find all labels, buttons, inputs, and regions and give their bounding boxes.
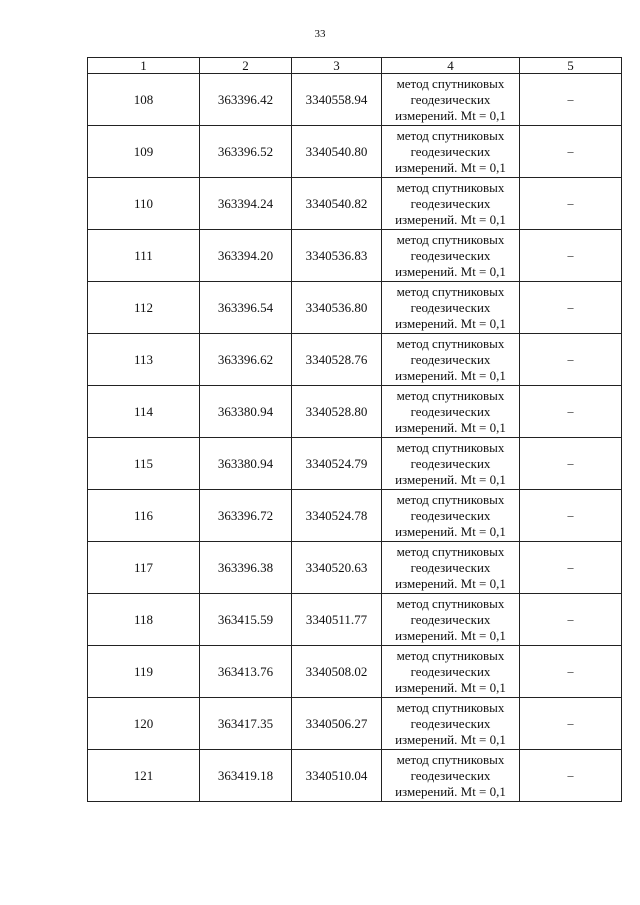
x-coordinate-cell: 363419.18 [200, 750, 292, 802]
method-line: метод спутниковых [396, 231, 505, 247]
table-row [88, 646, 622, 698]
table-header-row [88, 58, 622, 74]
method-line: геодезических [410, 351, 491, 367]
column-header: 3 [292, 58, 382, 74]
method-line: геодезических [410, 507, 491, 523]
column-header: 2 [200, 58, 292, 74]
x-coordinate-cell: 363394.24 [200, 178, 292, 230]
description-cell: – [520, 74, 622, 126]
method-cell [382, 74, 520, 126]
x-coordinate-cell: 363380.94 [200, 386, 292, 438]
method-cell [382, 386, 520, 438]
y-coordinate-cell: 3340524.78 [292, 490, 382, 542]
x-coordinate-cell: 363396.38 [200, 542, 292, 594]
point-number-cell: 115 [88, 438, 200, 490]
table-row [88, 126, 622, 178]
table-row [88, 542, 622, 594]
method-line: измерений. Mt = 0,1 [395, 211, 506, 227]
method-cell [382, 334, 520, 386]
column-header: 1 [88, 58, 200, 74]
x-coordinate-cell: 363380.94 [200, 438, 292, 490]
description-cell: – [520, 282, 622, 334]
method-cell [382, 646, 520, 698]
method-line: метод спутниковых [396, 751, 505, 767]
description-cell: – [520, 230, 622, 282]
x-coordinate-cell: 363396.62 [200, 334, 292, 386]
table-row [88, 230, 622, 282]
table-row [88, 386, 622, 438]
method-line: геодезических [410, 715, 491, 731]
table-row [88, 698, 622, 750]
description-cell: – [520, 750, 622, 802]
method-line: геодезических [410, 299, 491, 315]
method-cell [382, 126, 520, 178]
point-number-cell: 109 [88, 126, 200, 178]
description-cell: – [520, 646, 622, 698]
y-coordinate-cell: 3340520.63 [292, 542, 382, 594]
point-number-cell: 114 [88, 386, 200, 438]
point-number-cell: 108 [88, 74, 200, 126]
method-line: измерений. Mt = 0,1 [395, 731, 506, 747]
method-line: геодезических [410, 767, 491, 783]
description-cell: – [520, 126, 622, 178]
description-cell: – [520, 386, 622, 438]
method-line: измерений. Mt = 0,1 [395, 367, 506, 383]
point-number-cell: 116 [88, 490, 200, 542]
method-line: геодезических [410, 455, 491, 471]
method-cell [382, 438, 520, 490]
point-number-cell: 117 [88, 542, 200, 594]
point-number-cell: 119 [88, 646, 200, 698]
y-coordinate-cell: 3340508.02 [292, 646, 382, 698]
method-line: измерений. Mt = 0,1 [395, 471, 506, 487]
point-number-cell: 113 [88, 334, 200, 386]
table-row [88, 490, 622, 542]
description-cell: – [520, 542, 622, 594]
description-cell: – [520, 490, 622, 542]
column-header: 4 [382, 58, 520, 74]
method-line: геодезических [410, 195, 491, 211]
method-line: измерений. Mt = 0,1 [395, 419, 506, 435]
point-number-cell: 118 [88, 594, 200, 646]
y-coordinate-cell: 3340510.04 [292, 750, 382, 802]
point-number-cell: 111 [88, 230, 200, 282]
method-line: геодезических [410, 663, 491, 679]
method-line: геодезических [410, 403, 491, 419]
method-cell [382, 282, 520, 334]
method-line: метод спутниковых [396, 127, 505, 143]
method-cell [382, 594, 520, 646]
y-coordinate-cell: 3340528.76 [292, 334, 382, 386]
method-line: измерений. Mt = 0,1 [395, 783, 506, 799]
method-line: измерений. Mt = 0,1 [395, 159, 506, 175]
method-cell [382, 178, 520, 230]
point-number-cell: 112 [88, 282, 200, 334]
method-line: метод спутниковых [396, 179, 505, 195]
table-row [88, 282, 622, 334]
column-header: 5 [520, 58, 622, 74]
x-coordinate-cell: 363396.52 [200, 126, 292, 178]
description-cell: – [520, 438, 622, 490]
y-coordinate-cell: 3340536.83 [292, 230, 382, 282]
x-coordinate-cell: 363396.72 [200, 490, 292, 542]
x-coordinate-cell: 363396.42 [200, 74, 292, 126]
x-coordinate-cell: 363417.35 [200, 698, 292, 750]
method-line: измерений. Mt = 0,1 [395, 107, 506, 123]
method-line: геодезических [410, 247, 491, 263]
method-line: метод спутниковых [396, 491, 505, 507]
page-number: 33 [314, 28, 326, 40]
x-coordinate-cell: 363396.54 [200, 282, 292, 334]
method-line: метод спутниковых [396, 283, 505, 299]
method-line: геодезических [410, 611, 491, 627]
y-coordinate-cell: 3340540.82 [292, 178, 382, 230]
table-row [88, 178, 622, 230]
table-row [88, 438, 622, 490]
method-line: метод спутниковых [396, 699, 505, 715]
method-line: измерений. Mt = 0,1 [395, 523, 506, 539]
method-line: метод спутниковых [396, 439, 505, 455]
y-coordinate-cell: 3340558.94 [292, 74, 382, 126]
method-line: геодезических [410, 91, 491, 107]
description-cell: – [520, 334, 622, 386]
y-coordinate-cell: 3340524.79 [292, 438, 382, 490]
table-row [88, 594, 622, 646]
point-number-cell: 120 [88, 698, 200, 750]
method-cell [382, 698, 520, 750]
method-cell [382, 750, 520, 802]
method-line: геодезических [410, 559, 491, 575]
coordinates-table [87, 57, 622, 802]
method-cell [382, 542, 520, 594]
method-cell [382, 490, 520, 542]
method-line: метод спутниковых [396, 75, 505, 91]
table-row [88, 750, 622, 802]
method-line: измерений. Mt = 0,1 [395, 679, 506, 695]
y-coordinate-cell: 3340528.80 [292, 386, 382, 438]
point-number-cell: 110 [88, 178, 200, 230]
method-line: метод спутниковых [396, 647, 505, 663]
table-row [88, 74, 622, 126]
method-line: измерений. Mt = 0,1 [395, 263, 506, 279]
x-coordinate-cell: 363394.20 [200, 230, 292, 282]
method-line: метод спутниковых [396, 595, 505, 611]
y-coordinate-cell: 3340536.80 [292, 282, 382, 334]
description-cell: – [520, 698, 622, 750]
method-line: измерений. Mt = 0,1 [395, 627, 506, 643]
y-coordinate-cell: 3340511.77 [292, 594, 382, 646]
method-cell [382, 230, 520, 282]
y-coordinate-cell: 3340506.27 [292, 698, 382, 750]
x-coordinate-cell: 363415.59 [200, 594, 292, 646]
method-line: метод спутниковых [396, 387, 505, 403]
method-line: метод спутниковых [396, 543, 505, 559]
method-line: измерений. Mt = 0,1 [395, 315, 506, 331]
description-cell: – [520, 594, 622, 646]
description-cell: – [520, 178, 622, 230]
point-number-cell: 121 [88, 750, 200, 802]
y-coordinate-cell: 3340540.80 [292, 126, 382, 178]
method-line: измерений. Mt = 0,1 [395, 575, 506, 591]
table-row [88, 334, 622, 386]
method-line: метод спутниковых [396, 335, 505, 351]
method-line: геодезических [410, 143, 491, 159]
x-coordinate-cell: 363413.76 [200, 646, 292, 698]
